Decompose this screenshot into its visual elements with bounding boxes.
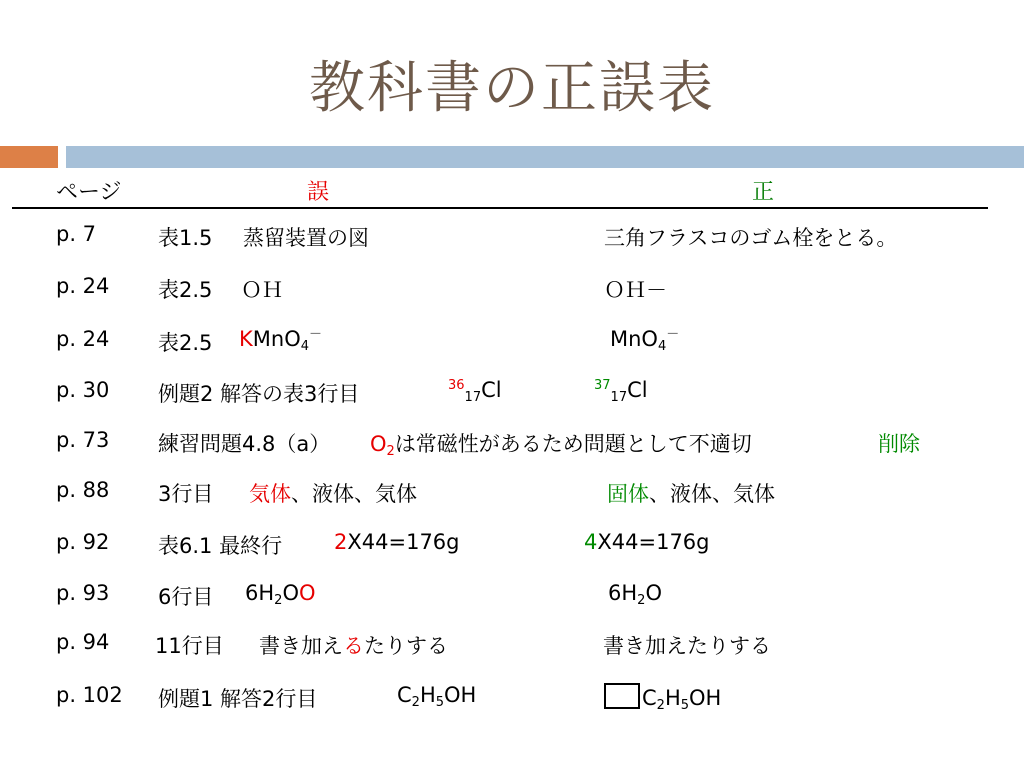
row-correction: ＯＨ－	[604, 278, 667, 302]
table-row	[0, 581, 1024, 621]
row-error	[239, 327, 323, 354]
row-page: p. 94	[56, 630, 110, 654]
atomic-number: 17	[464, 390, 482, 405]
formula-charge: －	[666, 327, 680, 342]
row-page: p. 24	[56, 327, 110, 351]
formula-subscript: 2	[656, 698, 665, 713]
table-header	[0, 175, 1024, 207]
row-error	[334, 530, 460, 554]
formula-text: OH	[689, 686, 722, 710]
row-error: 蒸留装置の図	[243, 226, 369, 250]
error-highlight: 2	[334, 530, 348, 554]
error-highlight: る	[343, 634, 364, 658]
row-correction	[604, 683, 722, 713]
formula-subscript: 4	[300, 339, 310, 354]
row-error	[259, 630, 448, 660]
row-correction	[610, 327, 680, 354]
row-location: 練習問題4.8（a）	[158, 432, 331, 456]
error-text: X44=176g	[347, 530, 460, 554]
element-symbol: Cl	[627, 378, 648, 402]
row-correction: 三角フラスコのゴム栓をとる。	[604, 226, 898, 250]
row-correction: 削除	[878, 432, 920, 456]
row-correction	[594, 378, 648, 405]
error-highlight: O	[370, 432, 387, 456]
error-text: 、液体、気体	[291, 482, 417, 506]
error-text: たりする	[364, 634, 448, 658]
row-location: 例題1 解答2行目	[158, 687, 318, 711]
row-page: p. 24	[56, 274, 110, 298]
formula-text: 6H	[245, 581, 275, 605]
table-row	[0, 222, 1024, 262]
element-symbol: Cl	[481, 378, 502, 402]
row-location: 3行目	[158, 482, 214, 506]
row-correction	[607, 478, 775, 508]
error-text: は常磁性があるため問題として不適切	[394, 432, 752, 456]
row-location: 6行目	[158, 585, 214, 609]
table-row	[0, 683, 1024, 723]
row-error	[370, 428, 752, 458]
table-row	[0, 378, 1024, 418]
row-location: 11行目	[155, 634, 224, 658]
table-row	[0, 530, 1024, 570]
row-correction: 書き加えたりする	[603, 634, 771, 658]
row-page: p. 93	[56, 581, 110, 605]
blank-box	[604, 683, 640, 709]
table-row	[0, 630, 1024, 670]
formula-text: C	[642, 686, 657, 710]
row-location: 例題2 解答の表3行目	[158, 382, 360, 406]
table-row	[0, 428, 1024, 468]
formula-subscript: 2	[411, 695, 420, 710]
correction-text: X44=176g	[597, 530, 710, 554]
row-location: 表6.1 最終行	[158, 534, 283, 558]
formula-text: O	[645, 581, 662, 605]
formula-subscript: 5	[435, 695, 445, 710]
header-divider	[12, 207, 988, 209]
formula-subscript: 2	[274, 593, 283, 608]
correction-highlight: 固体	[607, 482, 649, 506]
row-location: 表2.5	[158, 331, 213, 355]
formula-text: MnO	[610, 327, 658, 351]
formula-text: OH	[444, 683, 477, 707]
table-row	[0, 274, 1024, 314]
formula-text: O	[282, 581, 299, 605]
accent-bar	[0, 146, 58, 168]
header-page: ページ	[56, 180, 122, 205]
error-highlight: K	[239, 327, 253, 351]
formula-text: C	[397, 683, 412, 707]
header-band	[66, 146, 1024, 168]
formula-text: H	[664, 686, 681, 710]
row-error: ＯＨ	[241, 278, 283, 302]
formula-charge: －	[309, 327, 323, 342]
formula-text: 6H	[608, 581, 638, 605]
atomic-number: 17	[610, 390, 628, 405]
header-correct: 正	[752, 180, 775, 205]
row-error	[397, 683, 477, 710]
row-page: p. 88	[56, 478, 110, 502]
correction-highlight: 4	[584, 530, 598, 554]
row-location: 表2.5	[158, 278, 213, 302]
row-page: p. 7	[56, 222, 97, 246]
correction-text: 、液体、気体	[649, 482, 775, 506]
row-page: p. 73	[56, 428, 110, 452]
formula-subscript: 2	[386, 444, 395, 459]
formula-text: H	[419, 683, 436, 707]
error-highlight: O	[298, 581, 316, 605]
formula-text: MnO	[252, 327, 301, 351]
row-page: p. 102	[56, 683, 123, 707]
row-error	[448, 378, 502, 405]
row-correction	[608, 581, 662, 608]
slide-title: 教科書の正誤表	[309, 56, 715, 121]
mass-number: 36	[448, 378, 465, 393]
header-wrong: 誤	[307, 180, 330, 205]
error-highlight: 気体	[249, 482, 291, 506]
row-error	[245, 581, 316, 608]
row-page: p. 30	[56, 378, 110, 402]
error-text: 書き加え	[259, 634, 343, 658]
formula-subscript: 2	[637, 593, 646, 608]
row-location: 表1.5	[158, 226, 213, 250]
row-correction	[584, 530, 710, 554]
formula-subscript: 4	[657, 339, 667, 354]
table-row	[0, 478, 1024, 518]
mass-number: 37	[594, 378, 611, 393]
formula-subscript: 5	[680, 698, 690, 713]
row-error	[249, 478, 417, 508]
table-row	[0, 327, 1024, 367]
row-page: p. 92	[56, 530, 110, 554]
